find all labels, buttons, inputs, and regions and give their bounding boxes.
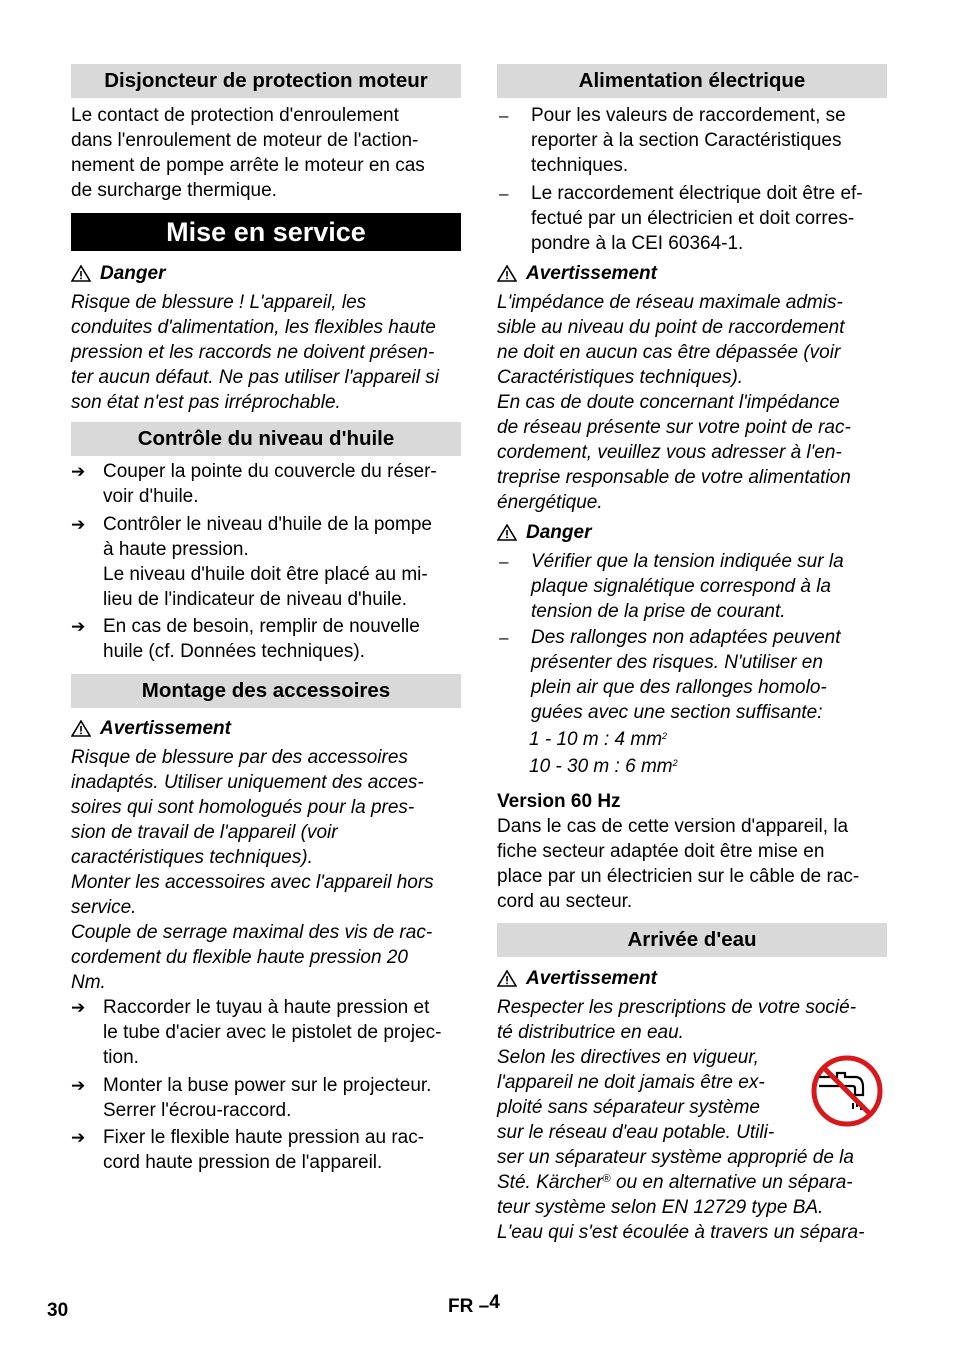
subsection-title-60hz: Version 60 Hz xyxy=(497,791,621,812)
arrow-icon: ➔ xyxy=(71,1076,86,1095)
list-item: ➔ Raccorder le tuyau à haute pression et le tube d'acier avec le pistolet de projec- tion. xyxy=(71,997,442,1068)
section-title-oil-level: Contrôle du niveau d'huile xyxy=(71,422,461,456)
motor-text: Le contact de protection d'enroulement dans l'enroulement de moteur de l'action- nement de pompe arrête le moteur en cas de surcharge thermique. xyxy=(71,105,425,201)
list-item: ➔ En cas de besoin, remplir de nouvelle huile (cf. Données techniques). xyxy=(71,616,420,662)
dash-bullet: – xyxy=(499,628,509,647)
warning-text: L'impédance de réseau maximale admis- sible au niveau du point de raccordement ne doit en aucun cas être dépassée (voir Caractéristiques techniques). En cas de doute concernant l'impédance de réseau présente sur votre point de rac- cordement, veuillez vous adresser à l'en- treprise responsable de votre alimentation énergétique. xyxy=(497,292,851,513)
warning-triangle-icon xyxy=(497,265,517,282)
page-number: 30 xyxy=(47,1300,69,1321)
danger-text: Risque de blessure ! L'appareil, les conduites d'alimentation, les flexibles haute pression et les raccords ne doivent présen- ter aucun défaut. Ne pas utiliser l'appareil si son état n'est pas irréprochable. xyxy=(71,292,439,413)
warning-triangle-icon xyxy=(497,524,517,541)
list-item: ➔ Fixer le flexible haute pression au rac- cord haute pression de l'appareil. xyxy=(71,1127,425,1173)
warning-triangle-icon xyxy=(71,265,91,282)
list-item: – Pour les valeurs de raccordement, se reporter à la section Caractéristiques techniques. xyxy=(499,105,846,176)
section-title-water-supply: Arrivée d'eau xyxy=(497,923,887,957)
danger-heading: Danger xyxy=(497,520,887,545)
spec-line: 10 - 30 m : 6 $mm^2$ xyxy=(529,756,678,777)
page-footer-lang: FR –4 xyxy=(448,1292,500,1317)
warning-triangle-icon xyxy=(497,970,517,987)
dash-bullet: – xyxy=(499,552,509,571)
warning-heading: Avertissement xyxy=(497,966,887,991)
list-item: – Vérifier que la tension indiquée sur la plaque signalétique correspond à la tension de la prise de courant. xyxy=(499,551,844,622)
list-item: – Le raccordement électrique doit être ef- fectué par un électricien et doit corres- pondre à la CEI 60364-1. xyxy=(499,183,863,254)
section-title-motor-protection: Disjoncteur de protection moteur xyxy=(71,64,461,98)
warning-heading: Avertissement xyxy=(71,716,461,741)
no-drinking-water-connection-icon xyxy=(811,1055,883,1127)
spec-line: 1 - 10 m : 4 $mm^2$ xyxy=(529,729,668,750)
warning-heading: Avertissement xyxy=(497,261,887,286)
water-warning-text: Respecter les prescriptions de votre socié- té distributrice en eau. Selon les directives en vigueur, l'appareil ne doit jamais être ex- ploité sans séparateur système sur le réseau d'eau potable. Utili- ser un séparateur système approprié de la Sté. Kärcher® ou en alternative un sépara- teur système selon EN 12729 type BA. L'eau qui s'est écoulée à travers un sépara- xyxy=(497,997,865,1243)
danger-heading: Danger xyxy=(71,261,461,286)
section-title-accessories: Montage des accessoires xyxy=(71,674,461,708)
list-item-note: Le niveau d'huile doit être placé au mi- lieu de l'indicateur de niveau d'huile. xyxy=(103,564,428,610)
60hz-text: Dans le cas de cette version d'appareil, la fiche secteur adaptée doit être mise en place par un électricien sur le câble de rac- cord au secteur. xyxy=(497,816,860,912)
arrow-icon: ➔ xyxy=(71,998,86,1017)
chapter-title-mise-en-service: Mise en service xyxy=(71,213,461,251)
arrow-icon: ➔ xyxy=(71,462,86,481)
list-item: ➔ Contrôler le niveau d'huile de la pompe à haute pression. xyxy=(71,514,432,560)
dash-bullet: – xyxy=(499,106,509,125)
list-item: ➔ Couper la pointe du couvercle du réser- voir d'huile. xyxy=(71,461,437,507)
arrow-icon: ➔ xyxy=(71,1128,86,1147)
arrow-icon: ➔ xyxy=(71,617,86,636)
arrow-icon: ➔ xyxy=(71,515,86,534)
list-item: – Des rallonges non adaptées peuvent présenter des risques. N'utiliser en plein air que des rallonges homolo- guées avec une section suffisante: xyxy=(499,627,841,723)
warning-text: Risque de blessure par des accessoires inadaptés. Utiliser uniquement des acces- soires qui sont homologués pour la pres- sion de travail de l'appareil (voir caractéristiques techniques). Monter les accessoires avec l'appareil hors service. Couple de serrage maximal des vis de rac- cordement du flexible haute pression 20 Nm. xyxy=(71,747,434,993)
dash-bullet: – xyxy=(499,184,509,203)
left-column xyxy=(71,64,461,1175)
warning-triangle-icon xyxy=(71,720,91,737)
section-title-power-supply: Alimentation électrique xyxy=(497,64,887,98)
list-item: ➔ Monter la buse power sur le projecteur. Serrer l'écrou-raccord. xyxy=(71,1075,432,1121)
